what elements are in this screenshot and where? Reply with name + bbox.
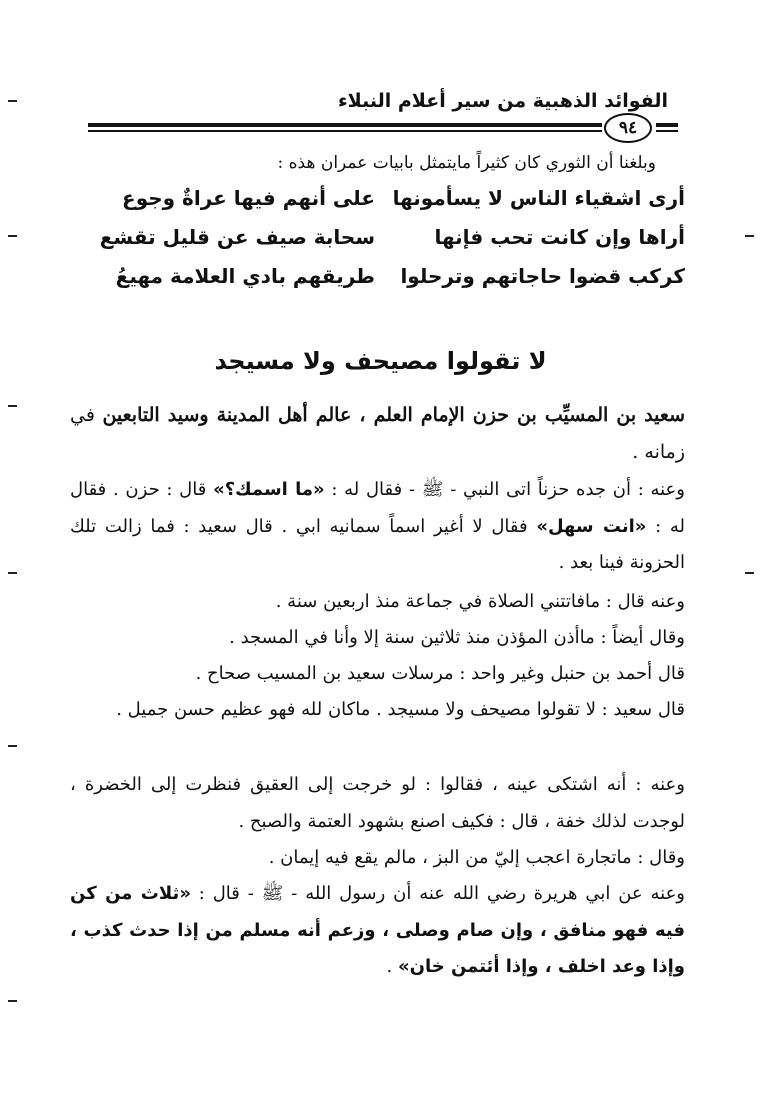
edge-mark: [8, 100, 17, 102]
header-rule: [88, 123, 602, 127]
header-rule: [88, 130, 602, 132]
narration-paragraph: [70, 584, 685, 621]
edge-mark: [8, 1000, 17, 1002]
quote-text: «انت سهل»: [536, 515, 647, 537]
edge-mark: [745, 235, 754, 237]
paragraph-text: .: [386, 956, 398, 977]
edge-mark: [8, 235, 17, 237]
section-title: لا تقولوا مصيحف ولا مسيجد: [214, 347, 547, 375]
header-rule: [656, 130, 678, 132]
edge-mark: [8, 405, 17, 407]
verse-second-hemistich: طريقهم بادي العلامة مهيعُ: [115, 264, 375, 288]
intro-line: وبلغنا أن الثوري كان كثيراً مايتمثل بابيات عمران هذه :: [277, 153, 656, 173]
verse-line: [90, 264, 685, 298]
running-title: الفوائد الذهبية من سير أعلام النبلاء: [337, 90, 668, 112]
paragraph-text: قال أحمد بن حنبل وغير واحد : مرسلات سعيد بن المسيب صحاح .: [195, 663, 685, 684]
paragraph-text: قال : حزن . فقال له :: [70, 479, 685, 537]
narration-paragraph: [70, 840, 685, 877]
header-rule: [656, 123, 678, 127]
paragraph-text: فقال لا أغير اسماً سمانيه ابي . قال سعيد : فما زالت تلك الحزونة فينا بعد .: [70, 515, 685, 573]
edge-mark: [8, 572, 17, 574]
narration-paragraph: [70, 656, 685, 693]
verse-first-hemistich: أرى اشقياء الناس لا يسأمونها: [392, 186, 685, 210]
verse-line: [90, 186, 685, 220]
edge-mark: [8, 745, 17, 747]
hadith-paragraph: [70, 876, 685, 986]
paragraph-text: وعنه : أن جده حزناً اتى النبي - ﷺ - فقال له :: [324, 479, 685, 500]
paragraph-text: وقال : ماتجارة اعجب إليّ من البز ، مالم يقع فيه إيمان .: [268, 847, 685, 868]
page-header: [88, 86, 678, 146]
paragraph-text: وعنه : أنه اشتكى عينه ، فقالوا : لو خرجت إلى العقيق فنظرت إلى الخضرة ، لوجدت لذلك خفة ، قال : فكيف اصنع بشهود العتمة والصبح .: [70, 774, 685, 832]
edge-mark: [745, 572, 754, 574]
biography-paragraph: [70, 397, 685, 470]
narration-paragraph: [70, 692, 685, 729]
verse-second-hemistich: سحابة صيف عن قليل تقشع: [99, 225, 375, 249]
verse-line: [90, 225, 685, 259]
hadith-quote: «ثلاث من كن فيه فهو منافق ، وإن صام وصلى ، وزعم أنه مسلم من إذا حدث كذب ، وإذا وعد اخلف ، وإذا أئتمن خان»: [70, 883, 685, 977]
paragraph-text: وعنه عن ابي هريرة رضي الله عنه أن رسول الله - ﷺ - قال :: [190, 883, 686, 904]
narration-paragraph: [70, 767, 685, 840]
verse-first-hemistich: كركب قضوا حاجاتهم وترحلوا: [400, 264, 685, 288]
narration-paragraph: [70, 620, 685, 657]
page-number: ٩٤: [604, 113, 652, 143]
paragraph-lead: سعيد بن المسيِّب بن حزن الإمام العلم ، عالم أهل المدينة وسيد التابعين: [102, 404, 685, 426]
paragraph-text: وعنه قال : مافاتتني الصلاة في جماعة منذ اربعين سنة .: [275, 591, 685, 612]
paragraph-text: قال سعيد : لا تقولوا مصيحف ولا مسيجد . ماكان لله فهو عظيم حسن جميل .: [116, 699, 685, 720]
verse-first-hemistich: أراها وإن كانت تحب فإنها: [434, 225, 685, 249]
verse-second-hemistich: على أنهم فيها عراةٌ وجوع: [122, 186, 375, 210]
narration-paragraph: [70, 472, 685, 582]
paragraph-text: وقال أيضاً : ماأذن المؤذن منذ ثلاثين سنة إلا وأنا في المسجد .: [229, 627, 685, 648]
paragraph-text: في زمانه .: [70, 404, 685, 463]
quote-text: «ما اسمك؟»: [213, 479, 325, 500]
